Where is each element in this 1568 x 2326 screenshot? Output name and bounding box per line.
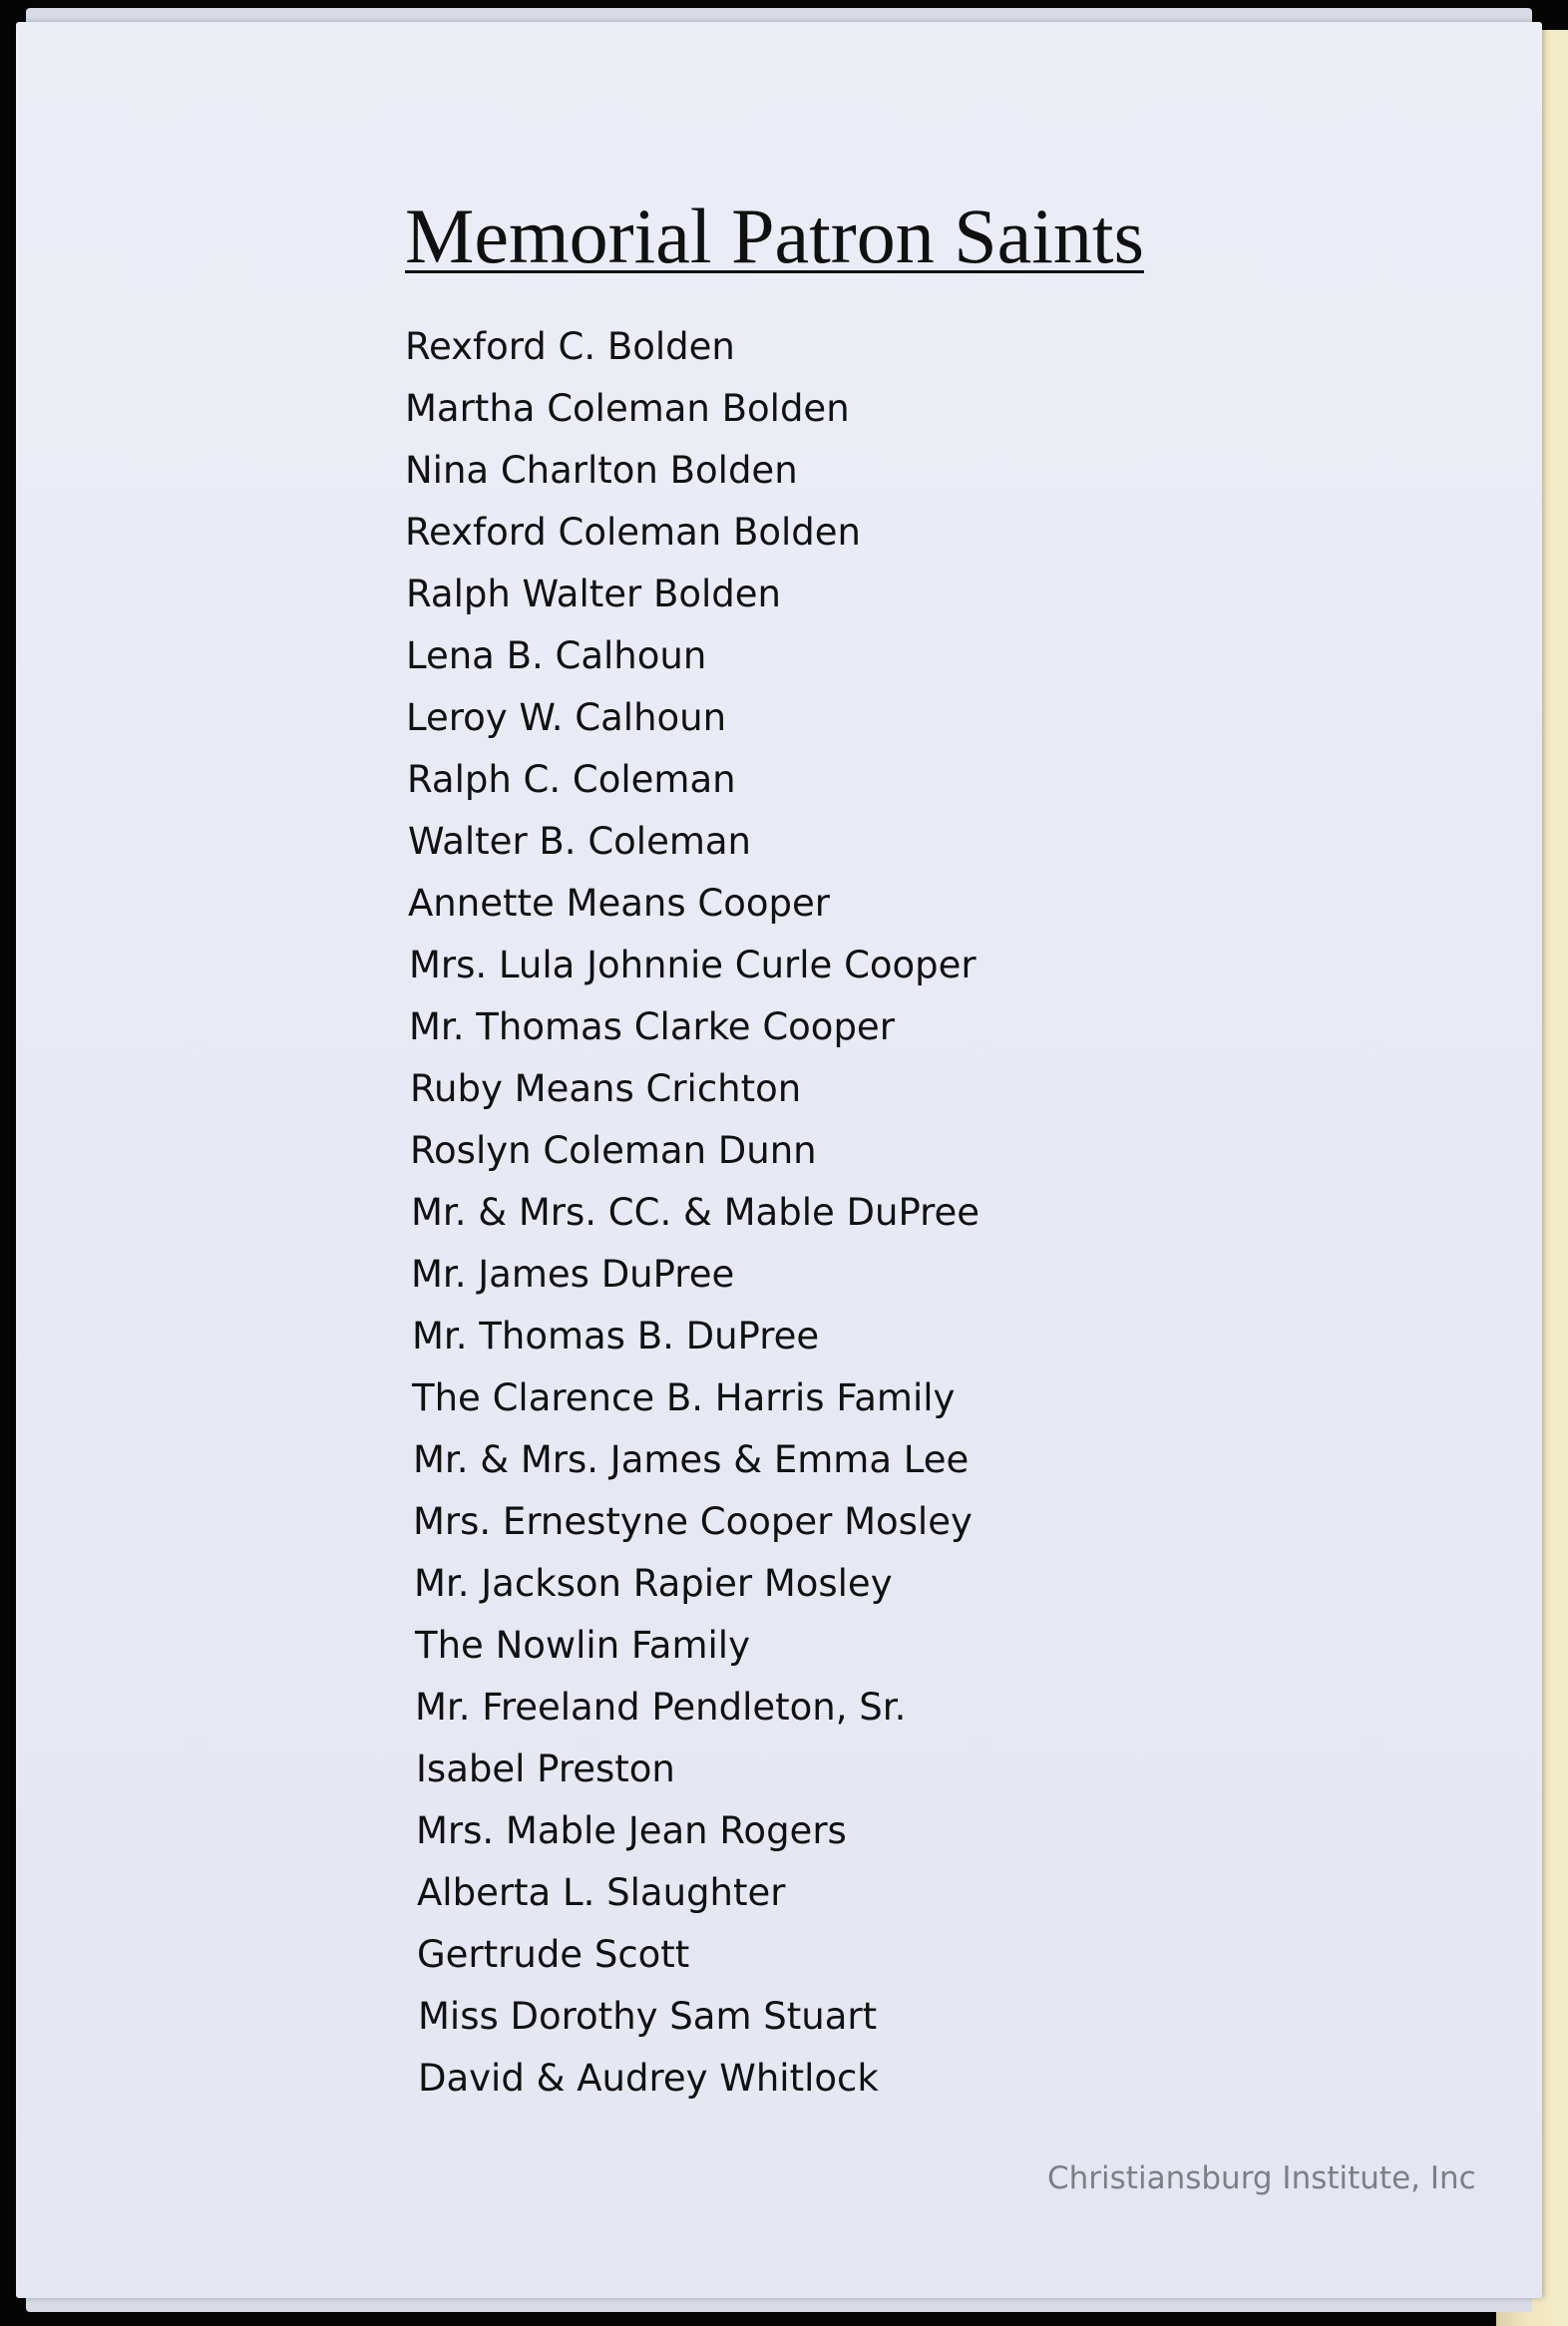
list-item: Ruby Means Crichton — [410, 1067, 802, 1110]
watermark-text: Christiansburg Institute, Inc — [1047, 2160, 1476, 2196]
list-item: Miss Dorothy Sam Stuart — [418, 1995, 878, 2038]
list-item: Walter B. Coleman — [408, 820, 752, 863]
list-item: David & Audrey Whitlock — [418, 2057, 879, 2100]
list-item: Roslyn Coleman Dunn — [410, 1129, 817, 1172]
list-item: Mr. Thomas B. DuPree — [412, 1315, 820, 1357]
list-item: Mr. & Mrs. James & Emma Lee — [413, 1438, 970, 1481]
list-item: Mr. Freeland Pendleton, Sr. — [415, 1686, 907, 1729]
list-item: Mrs. Ernestyne Cooper Mosley — [413, 1500, 973, 1543]
document-title: Memorial Patron Saints — [405, 193, 1144, 279]
list-item: Lena B. Calhoun — [406, 634, 707, 677]
document-page — [16, 22, 1542, 2298]
list-item: Martha Coleman Bolden — [405, 387, 850, 430]
list-item: Mr. Thomas Clarke Cooper — [409, 1005, 895, 1048]
list-item: Rexford C. Bolden — [405, 325, 735, 368]
list-item: Nina Charlton Bolden — [405, 449, 798, 492]
list-item: The Nowlin Family — [415, 1624, 750, 1667]
list-item: Alberta L. Slaughter — [417, 1871, 786, 1914]
list-item: Annette Means Cooper — [408, 882, 830, 925]
list-item: Mr. James DuPree — [411, 1253, 735, 1296]
list-item: The Clarence B. Harris Family — [412, 1376, 956, 1419]
list-item: Mrs. Lula Johnnie Curle Cooper — [409, 944, 977, 986]
list-item: Gertrude Scott — [417, 1933, 690, 1976]
list-item: Ralph Walter Bolden — [406, 573, 781, 615]
list-item: Isabel Preston — [416, 1747, 675, 1790]
list-item: Ralph C. Coleman — [407, 758, 736, 801]
list-item: Mrs. Mable Jean Rogers — [416, 1809, 847, 1852]
list-item: Leroy W. Calhoun — [406, 696, 727, 739]
name-list — [405, 316, 980, 2110]
list-item: Mr. Jackson Rapier Mosley — [414, 1562, 893, 1605]
list-item: Mr. & Mrs. CC. & Mable DuPree — [411, 1191, 980, 1234]
list-item: Rexford Coleman Bolden — [405, 511, 861, 554]
